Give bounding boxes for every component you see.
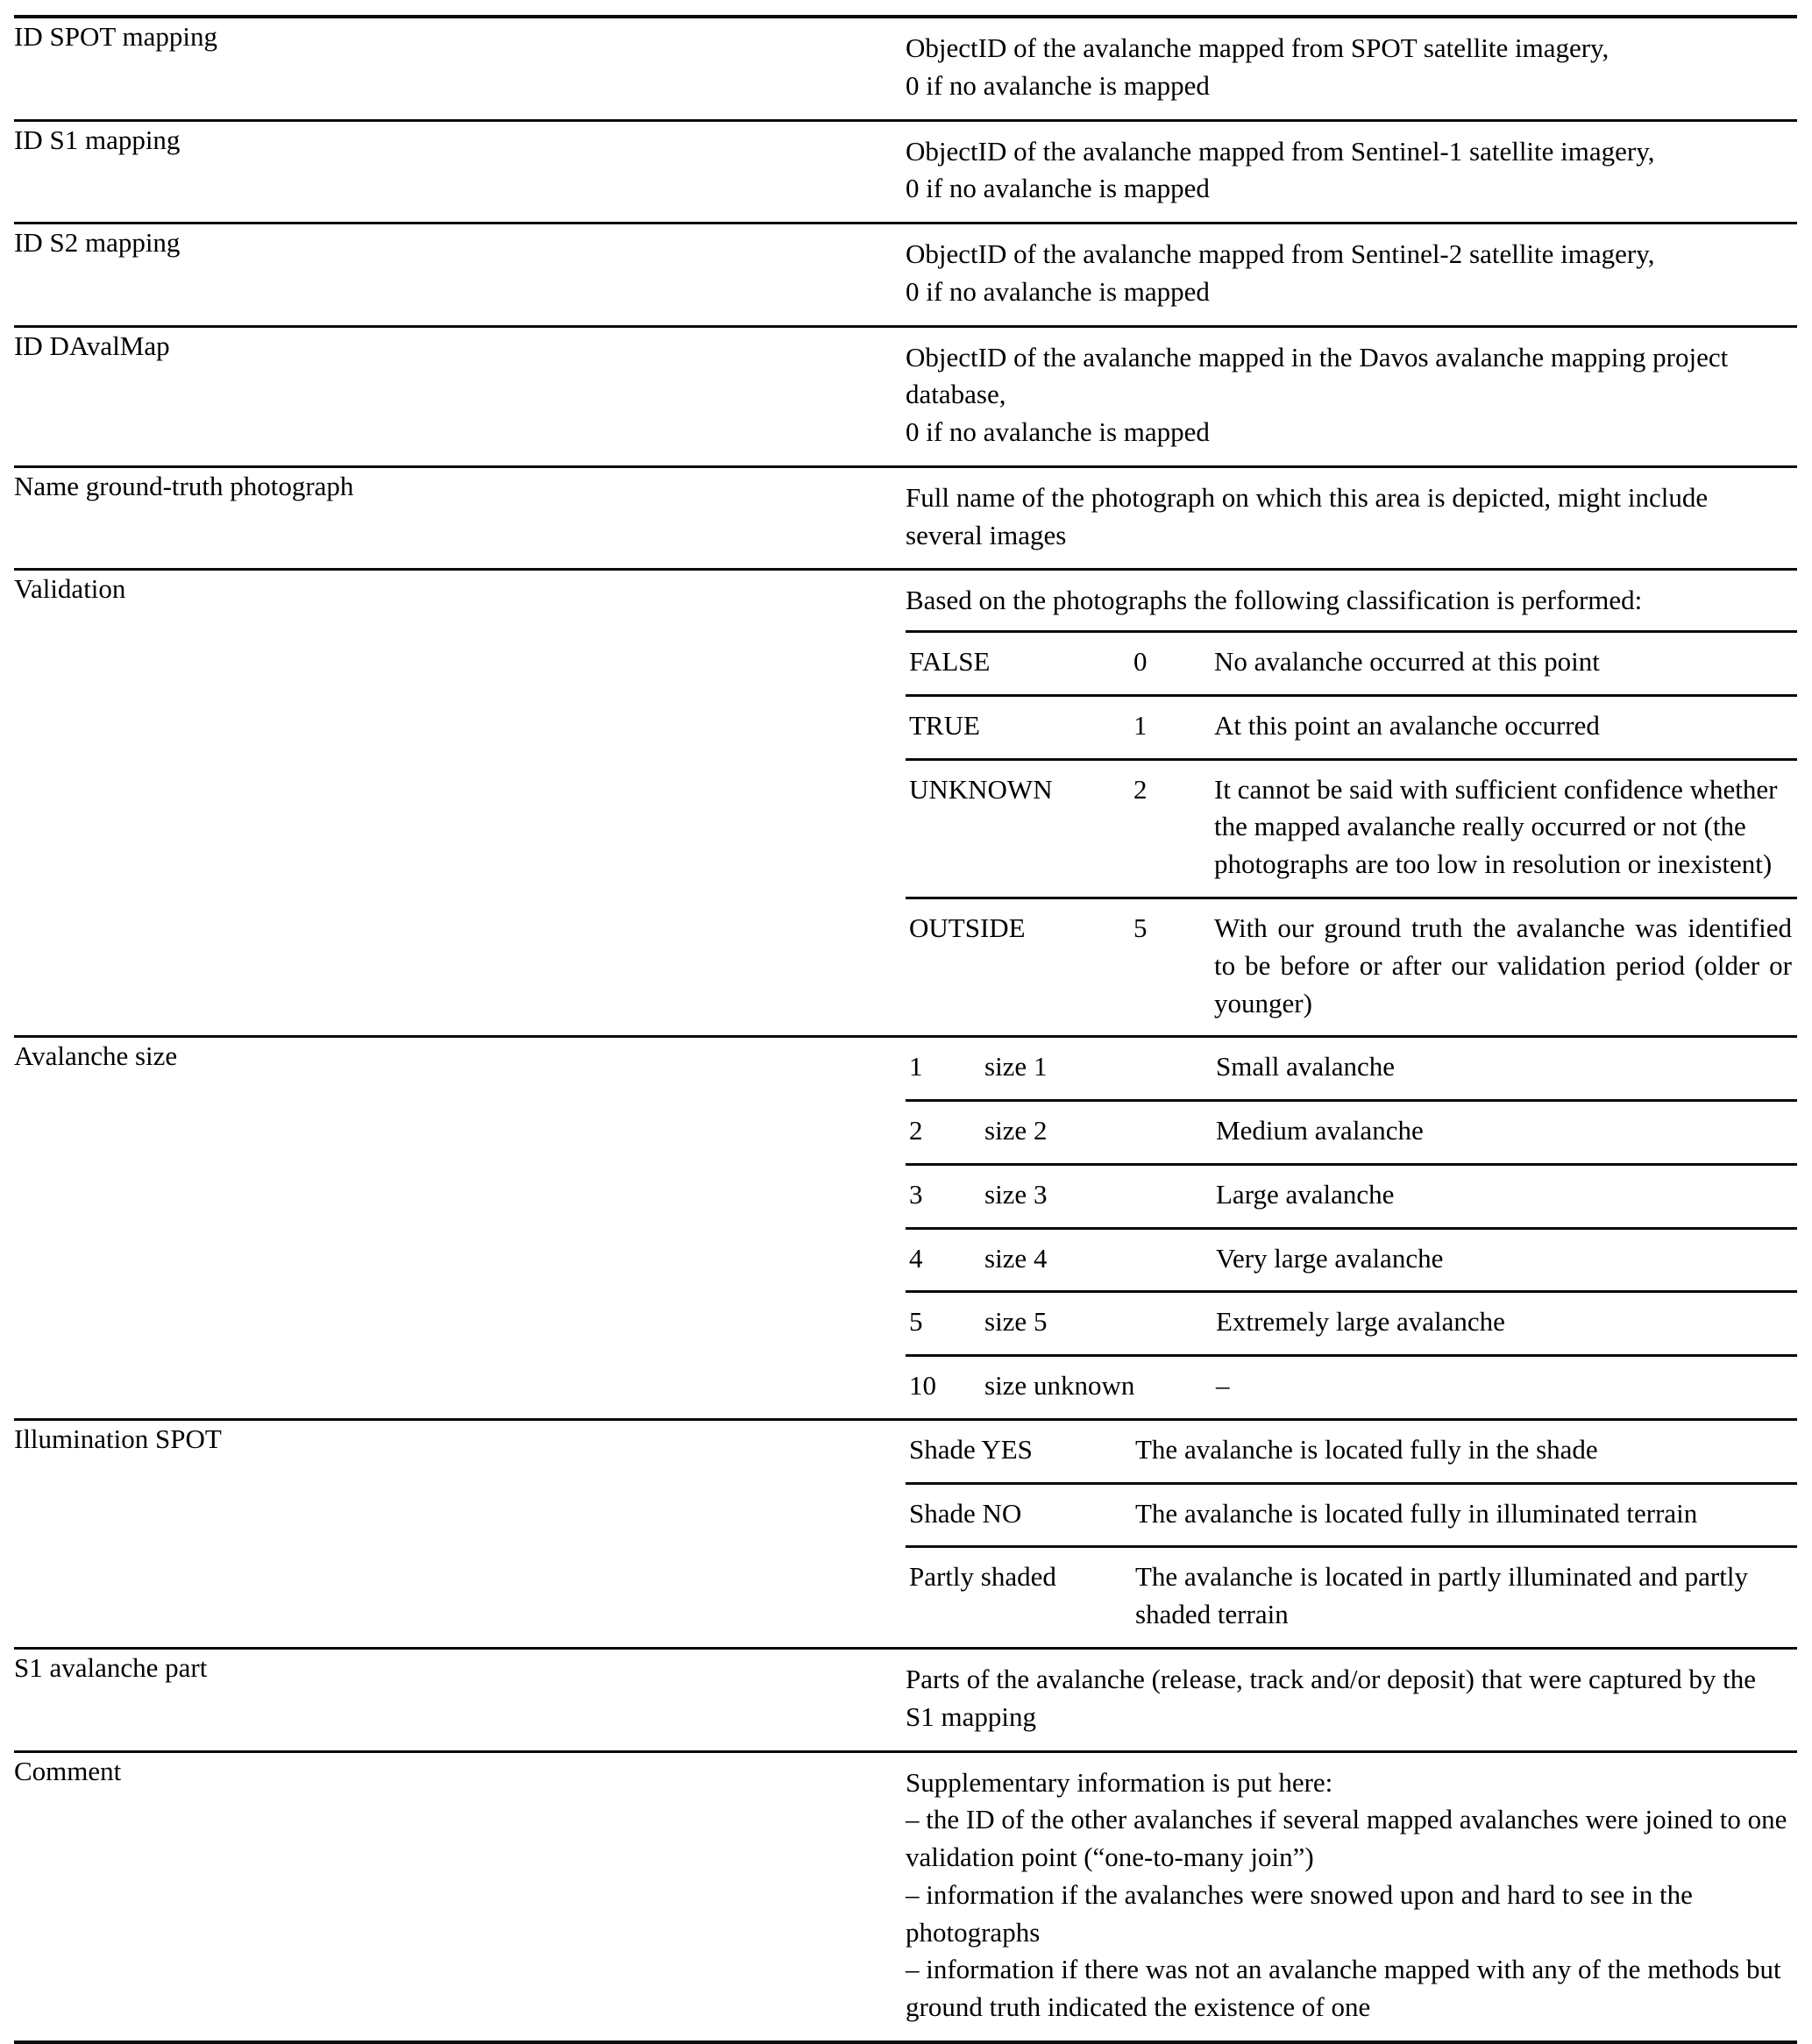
illumination-row [906, 1547, 1797, 1647]
validation-code: 0 [1133, 632, 1214, 696]
row-value-cell [906, 1037, 1797, 1420]
size-label: size unknown [984, 1356, 1216, 1418]
table-row [14, 1751, 1797, 2042]
validation-code: 1 [1133, 695, 1214, 759]
description-line: 0 if no avalanche is mapped [906, 69, 1210, 101]
row-key-label: ID DAvalMap [14, 330, 170, 361]
table-body [14, 17, 1797, 2044]
row-value-cell [906, 1419, 1797, 1648]
size-row [906, 1101, 1797, 1165]
row-value-cell [906, 18, 1797, 120]
illumination-description: The avalanche is located fully in the shade [1135, 1433, 1598, 1465]
row-key-cell [14, 326, 906, 466]
row-value-cell [906, 1751, 1797, 2042]
description-line: 0 if no avalanche is mapped [906, 173, 1210, 204]
row-description [906, 328, 1797, 465]
row-description [906, 1753, 1797, 2040]
illumination-label: Shade NO [906, 1483, 1135, 1547]
table-row [14, 120, 1797, 224]
description-line: – the ID of the other avalanches if several mapped avalanches were joined to one validation point (“one-to-many join”) [906, 1804, 1787, 1873]
description-line: ObjectID of the avalanche mapped in the Davos avalanche mapping project database, [906, 341, 1729, 410]
size-row [906, 1292, 1797, 1356]
row-key-label: Validation [14, 573, 126, 605]
size-description: Small avalanche [1216, 1051, 1395, 1082]
table-row [14, 224, 1797, 327]
size-subtable-body [906, 1038, 1797, 1418]
row-key-cell [14, 120, 906, 224]
row-key-cell [14, 1419, 906, 1648]
row-key-label: Avalanche size [14, 1040, 178, 1072]
row-key-label: Comment [14, 1755, 122, 1786]
description-line: ObjectID of the avalanche mapped from Sentinel-2 satellite imagery, [906, 238, 1655, 270]
description-line: 0 if no avalanche is mapped [906, 416, 1210, 448]
validation-code: 5 [1133, 898, 1214, 1036]
row-value-cell [906, 1648, 1797, 1751]
size-description: Large avalanche [1216, 1164, 1797, 1228]
size-label: size 5 [984, 1292, 1216, 1356]
row-key-cell [14, 1751, 906, 2042]
row-description [906, 468, 1797, 569]
validation-row [906, 759, 1797, 898]
illumination-row [906, 1483, 1797, 1547]
size-row [906, 1356, 1797, 1418]
description-line: Full name of the photograph on which this area is depicted, might include several images [906, 481, 1709, 550]
table-row [14, 1648, 1797, 1751]
illumination-description: The avalanche is located in partly illuminated and partly shaded terrain [1135, 1547, 1797, 1647]
row-description [906, 1650, 1797, 1750]
size-row [906, 1164, 1797, 1228]
size-subtable [906, 1038, 1797, 1418]
description-line: ObjectID of the avalanche mapped from Sentinel-1 satellite imagery, [906, 135, 1655, 167]
validation-code: 2 [1133, 759, 1214, 898]
size-code: 4 [906, 1228, 984, 1292]
row-key-label: S1 avalanche part [14, 1651, 208, 1683]
validation-description: With our ground truth the avalanche was identified to be before or after our validation period (older or younger) [1214, 898, 1797, 1036]
table-row [14, 466, 1797, 570]
table-row [14, 570, 1797, 1037]
size-row [906, 1038, 1797, 1100]
row-key-label: ID S2 mapping [14, 227, 181, 259]
validation-intro: Based on the photographs the following classification is performed: [906, 585, 1643, 616]
description-line: Supplementary information is put here: [906, 1766, 1333, 1798]
row-key-label: Illumination SPOT [14, 1423, 222, 1454]
validation-description: At this point an avalanche occurred [1214, 695, 1797, 759]
size-code: 2 [906, 1101, 984, 1165]
size-label: size 2 [984, 1101, 1216, 1165]
row-value-cell [906, 466, 1797, 570]
illumination-subtable-body [906, 1421, 1797, 1647]
illumination-label: Shade YES [909, 1433, 1033, 1465]
validation-label: UNKNOWN [906, 759, 1133, 898]
attribute-definition-table [14, 15, 1797, 2044]
illumination-subtable [906, 1421, 1797, 1647]
row-key-cell [14, 1037, 906, 1420]
table-row [14, 1037, 1797, 1420]
validation-label: TRUE [906, 695, 1133, 759]
row-key-label: Name ground-truth photograph [14, 470, 354, 501]
size-description: Extremely large avalanche [1216, 1292, 1797, 1356]
size-code: 5 [906, 1292, 984, 1356]
table-row [14, 326, 1797, 466]
size-row [906, 1228, 1797, 1292]
description-line: 0 if no avalanche is mapped [906, 275, 1210, 307]
row-value-cell [906, 120, 1797, 224]
size-code: 1 [909, 1051, 923, 1082]
validation-row [906, 898, 1797, 1036]
size-description: – [1216, 1356, 1797, 1418]
description-line: ObjectID of the avalanche mapped from SPOT satellite imagery, [906, 32, 1609, 63]
validation-description: It cannot be said with sufficient confidence whether the mapped avalanche really occurred or not (the photographs are too low in resolution or inexistent) [1214, 759, 1797, 898]
row-value-cell [906, 326, 1797, 466]
description-line: – information if there was not an avalanche mapped with any of the methods but ground truth indicated the existence of one [906, 1954, 1781, 2023]
validation-row [906, 695, 1797, 759]
size-description: Very large avalanche [1216, 1228, 1797, 1292]
size-label: size 1 [984, 1051, 1048, 1082]
row-key-cell [14, 224, 906, 327]
row-key-cell [14, 18, 906, 120]
row-value-cell [906, 570, 1797, 1037]
size-code: 10 [906, 1356, 984, 1418]
row-key-label: ID S1 mapping [14, 124, 181, 155]
size-code: 3 [906, 1164, 984, 1228]
row-key-cell [14, 1648, 906, 1751]
row-description [906, 18, 1797, 119]
row-key-cell [14, 466, 906, 570]
table-row [14, 18, 1797, 120]
description-line: – information if the avalanches were snowed upon and hard to see in the photographs [906, 1878, 1693, 1948]
validation-description: No avalanche occurred at this point [1214, 632, 1797, 696]
size-label: size 3 [984, 1164, 1216, 1228]
row-key-cell [14, 570, 906, 1037]
illumination-description: The avalanche is located fully in illuminated terrain [1135, 1483, 1797, 1547]
size-description: Medium avalanche [1216, 1101, 1797, 1165]
description-line: Parts of the avalanche (release, track and/or deposit) that were captured by the S1 mapping [906, 1663, 1757, 1732]
validation-subtable [906, 630, 1797, 1035]
validation-subtable-body [906, 632, 1797, 1036]
row-description [906, 224, 1797, 325]
validation-label: FALSE [906, 632, 1133, 696]
validation-row [906, 632, 1797, 696]
illumination-row [906, 1421, 1797, 1483]
row-description [906, 122, 1797, 223]
table-row [14, 1419, 1797, 1648]
validation-label: OUTSIDE [906, 898, 1133, 1036]
size-label: size 4 [984, 1228, 1216, 1292]
illumination-label: Partly shaded [906, 1547, 1135, 1647]
row-key-label: ID SPOT mapping [14, 21, 217, 52]
row-value-cell [906, 224, 1797, 327]
